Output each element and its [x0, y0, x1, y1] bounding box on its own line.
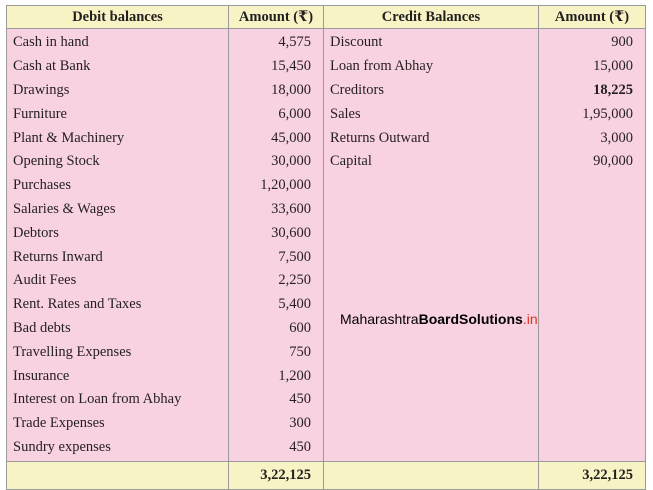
debit-amount: 33,600 — [229, 198, 324, 222]
debit-amount: 6,000 — [229, 102, 324, 126]
empty-cell — [324, 174, 539, 198]
credit-amount: 1,95,000 — [539, 102, 646, 126]
empty-cell — [539, 174, 646, 198]
watermark — [340, 311, 538, 327]
empty-cell — [539, 364, 646, 388]
empty-cell — [539, 221, 646, 245]
credit-amount: 18,225 — [539, 79, 646, 103]
debit-name: Insurance — [7, 364, 229, 388]
credit-name: Returns Outward — [324, 126, 539, 150]
debit-name: Audit Fees — [7, 269, 229, 293]
empty-cell — [324, 245, 539, 269]
debit-amount: 18,000 — [229, 79, 324, 103]
watermark-part: Board — [418, 311, 460, 327]
debit-name: Cash at Bank — [7, 55, 229, 79]
debit-amount: 30,000 — [229, 150, 324, 174]
credit-amount: 15,000 — [539, 55, 646, 79]
debit-amount: 450 — [229, 388, 324, 412]
empty-cell — [324, 340, 539, 364]
debit-name: Rent. Rates and Taxes — [7, 293, 229, 317]
table-row — [7, 436, 646, 462]
credit-name: Loan from Abhay — [324, 55, 539, 79]
table-row — [7, 198, 646, 222]
table-row — [7, 79, 646, 103]
debit-name: Trade Expenses — [7, 412, 229, 436]
debit-amount: 15,450 — [229, 55, 324, 79]
debit-amount: 750 — [229, 340, 324, 364]
debit-name: Returns Inward — [7, 245, 229, 269]
debit-amount: 1,200 — [229, 364, 324, 388]
empty-cell — [539, 388, 646, 412]
debit-amount-header: Amount (₹) — [229, 6, 324, 29]
table-row — [7, 102, 646, 126]
credit-amount: 900 — [539, 29, 646, 55]
table-row — [7, 340, 646, 364]
table-row — [7, 221, 646, 245]
watermark-part: .in — [522, 311, 538, 327]
table-row — [7, 29, 646, 55]
empty-cell — [324, 364, 539, 388]
credit-name: Capital — [324, 150, 539, 174]
trial-balance-table — [6, 5, 646, 490]
debit-amount: 450 — [229, 436, 324, 462]
empty-cell — [324, 388, 539, 412]
credit-amount: 90,000 — [539, 150, 646, 174]
empty-cell — [539, 269, 646, 293]
table-row — [7, 174, 646, 198]
debit-amount: 600 — [229, 317, 324, 341]
table-row — [7, 150, 646, 174]
credit-name: Discount — [324, 29, 539, 55]
debit-name: Opening Stock — [7, 150, 229, 174]
credit-amount: 3,000 — [539, 126, 646, 150]
credit-name: Creditors — [324, 79, 539, 103]
table-row — [7, 293, 646, 317]
debit-amount: 7,500 — [229, 245, 324, 269]
empty-cell — [539, 293, 646, 317]
debit-amount: 5,400 — [229, 293, 324, 317]
debit-balances-header: Debit balances — [7, 6, 229, 29]
empty-cell — [539, 317, 646, 341]
table-row — [7, 317, 646, 341]
totals-row — [7, 462, 646, 490]
empty-cell — [539, 412, 646, 436]
watermark-part: Solutions — [459, 311, 523, 327]
header-row — [7, 6, 646, 29]
table-row — [7, 55, 646, 79]
table-row — [7, 245, 646, 269]
debit-amount: 2,250 — [229, 269, 324, 293]
empty-cell — [7, 462, 229, 490]
credit-name: Sales — [324, 102, 539, 126]
table-row — [7, 269, 646, 293]
debit-name: Cash in hand — [7, 29, 229, 55]
empty-cell — [539, 436, 646, 462]
debit-total: 3,22,125 — [229, 462, 324, 490]
debit-name: Debtors — [7, 221, 229, 245]
watermark-part: Maharashtra — [340, 311, 419, 327]
empty-cell — [539, 245, 646, 269]
debit-name: Salaries & Wages — [7, 198, 229, 222]
debit-name: Travelling Expenses — [7, 340, 229, 364]
empty-cell — [324, 221, 539, 245]
table-row — [7, 126, 646, 150]
table-row — [7, 412, 646, 436]
debit-amount: 1,20,000 — [229, 174, 324, 198]
debit-name: Bad debts — [7, 317, 229, 341]
debit-name: Sundry expenses — [7, 436, 229, 462]
debit-amount: 30,600 — [229, 221, 324, 245]
credit-amount-header: Amount (₹) — [539, 6, 646, 29]
debit-name: Drawings — [7, 79, 229, 103]
credit-total: 3,22,125 — [539, 462, 646, 490]
empty-cell — [324, 462, 539, 490]
empty-cell — [324, 412, 539, 436]
debit-name: Furniture — [7, 102, 229, 126]
debit-amount: 45,000 — [229, 126, 324, 150]
empty-cell — [324, 269, 539, 293]
debit-amount: 4,575 — [229, 29, 324, 55]
debit-amount: 300 — [229, 412, 324, 436]
debit-name: Plant & Machinery — [7, 126, 229, 150]
empty-cell — [539, 340, 646, 364]
debit-name: Interest on Loan from Abhay — [7, 388, 229, 412]
empty-cell — [324, 198, 539, 222]
table-row — [7, 364, 646, 388]
empty-cell — [324, 436, 539, 462]
empty-cell — [539, 198, 646, 222]
table-row — [7, 388, 646, 412]
debit-name: Purchases — [7, 174, 229, 198]
credit-balances-header: Credit Balances — [324, 6, 539, 29]
